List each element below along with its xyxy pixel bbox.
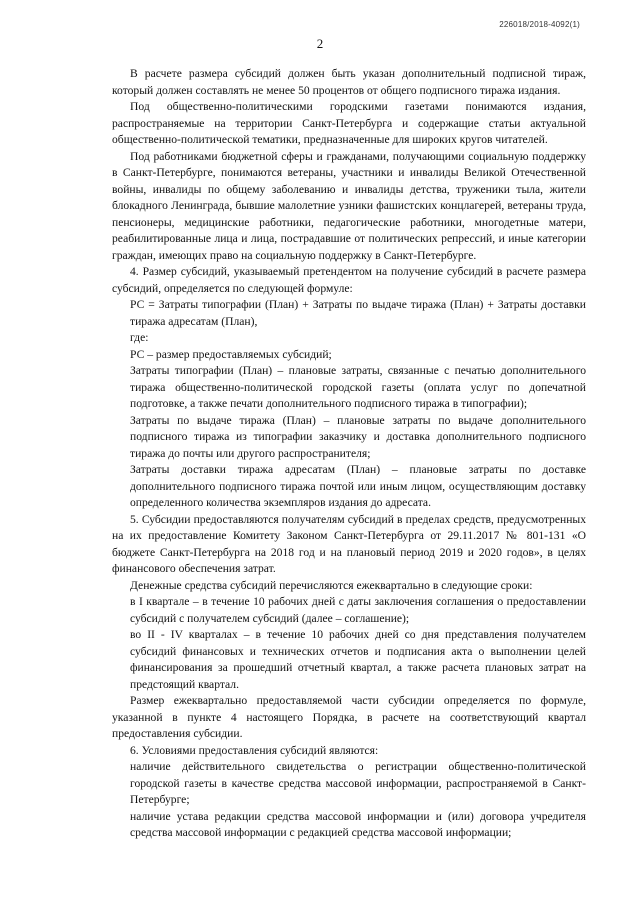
- paragraph-recipients-definition: Под работниками бюджетной сферы и гражданами, получающими социальную поддержку в Санкт-Петербурге, понимаются ветераны, участники и инвалиды Великой Отечественной войны, инвалиды по общему заболеванию и инвалиды детства, труженики тыла, жители блокадного Ленинграда, бывшие малолетние узники фашистских концлагерей, ветераны труда, пенсионеры, медицинские работники, педагогические работники, многодетные матери, реабилитированные лица и лица, пострадавшие от политических репрессий, и иные категории граждан, имеющих право на социальную поддержку в Санкт-Петербурге.: [112, 149, 586, 262]
- paragraph-item-5: 5. Субсидии предоставляются получателям субсидий в пределах средств, предусмотренных на их предоставление Комитету Законом Санкт-Петербурга от 29.11.2017 № 801-131 «О бюджете Санкт-Петербурга на 2018 год и на плановый период 2019 и 2020 годов», в целях финансового обеспечения затрат.: [112, 512, 586, 575]
- formula-where: где:: [130, 331, 149, 344]
- document-registration-code: 226018/2018-4092(1): [499, 20, 580, 29]
- paragraph-subsidy-circulation: В расчете размера субсидий должен быть указан дополнительный подписной тираж, который должен составлять не менее 50 процентов от общего подписного тиража издания.: [112, 67, 586, 97]
- condition-charter: наличие устава редакции средства массовой информации и (или) договора учредителя средства массовой информации с редакцией средства массовой информации;: [130, 809, 586, 839]
- paragraph-payment-terms: Денежные средства субсидий перечисляются ежеквартально в следующие сроки:: [130, 578, 533, 592]
- paragraph-item-4: 4. Размер субсидий, указываемый претендентом на получение субсидий в расчете размера субсидий, определяется по следующей формуле:: [112, 265, 586, 295]
- payment-term-q2-q4: во II - IV кварталах – в течение 10 рабочих дней со дня представления получателем субсидий финансовых и технических отчетов и подписания акта о выполнении целей финансирования за прошедший отчетный квартал, а также расчета плановых затрат на предстоящий квартал.: [130, 628, 586, 691]
- formula-term-delivery: Затраты доставки тиража адресатам (План) – плановые затраты по доставке дополнительного подписного тиража почтой или иным лицом, осуществляющим доставку определенного количества экземпляров издания до адресата.: [130, 463, 586, 509]
- page-number: 2: [316, 36, 324, 51]
- condition-registration: наличие действительного свидетельства о регистрации общественно-политической городской газеты в качестве средства массовой информации, распространяемой в Санкт-Петербурге;: [130, 760, 586, 806]
- payment-term-q1: в I квартале – в течение 10 рабочих дней с даты заключения соглашения о предоставлении субсидий с получателем субсидий (далее – соглашение);: [130, 595, 586, 625]
- paragraph-item-6: 6. Условиями предоставления субсидий являются:: [130, 743, 379, 757]
- paragraph-newspaper-definition: Под общественно-политическими городскими газетами понимаются издания, распространяемые на территории Санкт-Петербурга и содержащие статьи актуальной общественно-политической тематики, предназначенные для широких кругов читателей.: [112, 100, 586, 146]
- document-body: [112, 66, 586, 842]
- formula-term-rs: РС – размер предоставляемых субсидий;: [130, 347, 332, 361]
- paragraph-quarterly-amount: Размер ежеквартально предоставляемой части субсидии определяется по формуле, указанной в пункте 4 настоящего Порядка, в расчете на соответствующий квартал предоставления субсидии.: [112, 694, 586, 740]
- formula: РС = Затраты типографии (План) + Затраты по выдаче тиража (План) + Затраты доставки тиража адресатам (План),: [130, 298, 586, 328]
- formula-term-issue: Затраты по выдаче тиража (План) – плановые затраты по выдаче дополнительного подписного тиража из типографии заказчику и доставка дополнительного подписного тиража до почты или другого распространителя;: [130, 413, 586, 460]
- formula-term-printing: Затраты типографии (План) – плановые затраты, связанные с печатью дополнительного тиража общественно-политической городской газеты (оплата услуг по допечатной подготовке, а также печати дополнительного подписного тиража в типографии);: [130, 364, 586, 410]
